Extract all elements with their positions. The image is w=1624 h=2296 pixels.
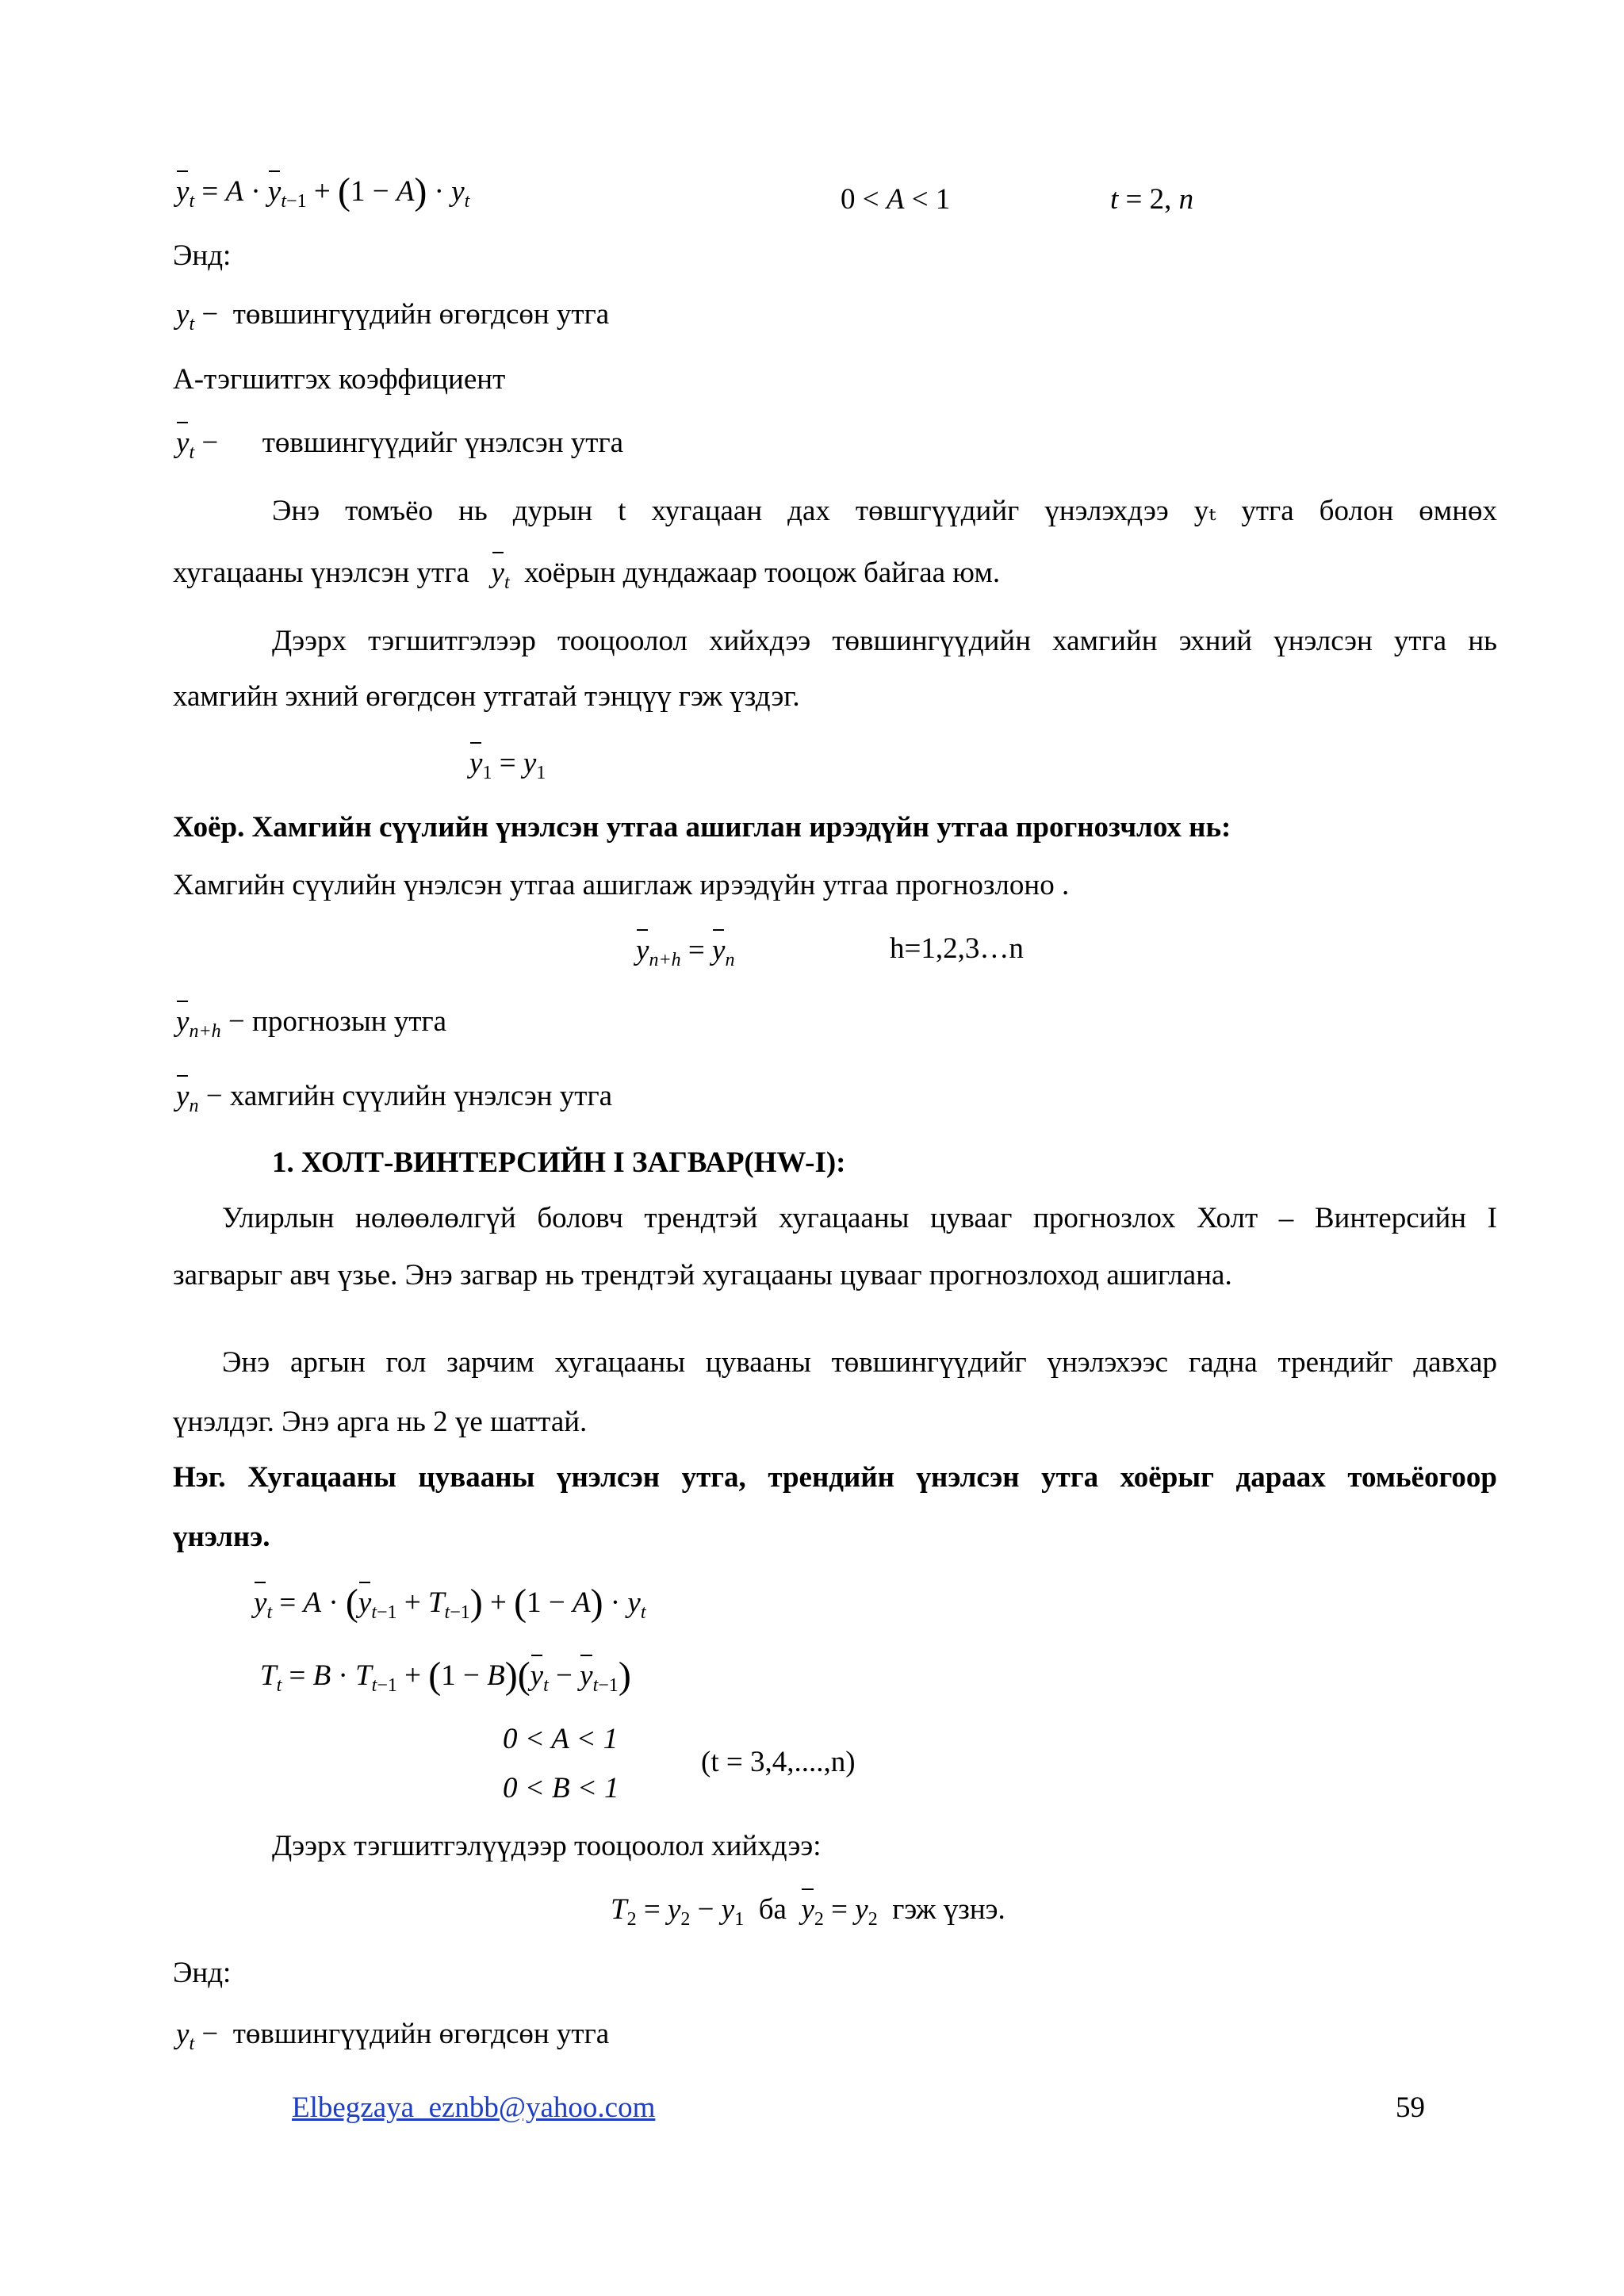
heading-one-line-2: үнэлнэ. (173, 1521, 270, 1553)
paragraph-2-line-1: Дээрх тэгшитгэлээр тооцоолол хийхдээ төвшингүүдийн хамгийн эхний үнэлсэн утга нь (272, 625, 1497, 657)
definition-yt-text: төвшингүүдийн өгөгдсөн утга (232, 298, 610, 331)
condition-A: 0 < A < 1 (503, 1723, 619, 1755)
definition-forecast: $y_{n+h}$ − прогнозын утга (176, 1005, 447, 1042)
where-label: Энд: (173, 239, 232, 272)
paragraph-6: Дээрх тэгшитгэлүүдээр тооцоолол хийхдээ: (272, 1830, 822, 1862)
paragraph-5-line-1: Энэ аргын гол зарчим хугацааны цувааны төвшингүүдийг үнэлэхээс гадна трендийг давхар (222, 1346, 1497, 1379)
definition-yt-2: $y_t$ − төвшингүүдийн өгөгдсөн утга (176, 2018, 610, 2054)
definition-ybar: $y_t$ − төвшингүүдийг үнэлсэн утга (176, 427, 624, 463)
footer-email-link[interactable]: Elbegzaya_eznbb@yahoo.com (292, 2091, 656, 2124)
equation-initial-value: $y_1 = y_1$ (469, 747, 546, 783)
definition-ybar-text: төвшингүүдийг үнэлсэн утга (262, 427, 624, 459)
t-range: (t = 3,4,....,n) (701, 1746, 856, 1778)
equation-forecast: $y_{n+h} = y_n$ (636, 934, 735, 970)
paragraph-5-line-2: үнэлдэг. Энэ арга нь 2 үе шаттай. (173, 1406, 588, 1438)
paragraph-2-line-2: хамгийн эхний өгөгдсөн утгатай тэнцүү гэж үздэг. (173, 680, 800, 713)
heading-one-line-1: Нэг. Хугацааны цувааны үнэлсэн утга, трендийн үнэлсэн утга хоёрыг дараах томьёогоор (173, 1461, 1497, 1494)
definition-yt: $y_t$ − төвшингүүдийн өгөгдсөн утга (176, 298, 610, 335)
page-number: 59 (1396, 2091, 1425, 2124)
equation-range-t: t = 2, n (1110, 183, 1194, 216)
paragraph-4-line-2: загварыг авч үзье. Энэ загвар нь трендтэй хугацааны цувааг прогнозлоход ашиглана. (173, 1259, 1232, 1292)
paragraph-4-line-1: Улирлын нөлөөлөлгүй боловч трендтэй хугацааны цувааг прогнозлох Холт – Винтерсийн I (222, 1202, 1497, 1234)
where-label-2: Энд: (173, 1957, 232, 1989)
section-heading: 1. ХОЛТ-ВИНТЕРСИЙН I ЗАГВАР(HW-I): (272, 1146, 846, 1179)
definition-A: А-тэгшитгэх коэффициент (173, 363, 506, 396)
heading-two: Хоёр. Хамгийн сүүлийн үнэлсэн утгаа ашиглан ирээдүйн утгаа прогнозчлох нь: (173, 811, 1231, 844)
paragraph-1-line-2: хугацааны үнэлсэн утга $y_t$ хоёрын дундажаар тооцож байгаа юм. (173, 557, 1001, 593)
paragraph-3: Хамгийн сүүлийн үнэлсэн утгаа ашиглаж ирээдүйн утгаа прогнозлоно . (173, 869, 1070, 901)
h-range: h=1,2,3…n (890, 932, 1024, 965)
condition-B: 0 < B < 1 (503, 1772, 619, 1804)
paragraph-1-line-1: Энэ томъёо нь дурын t хугацаан дах төвшгүүдийг үнэлэхдээ yₜ утга болон өмнөх (272, 495, 1497, 527)
equation-condition-A: 0 < A < 1 (841, 183, 951, 216)
equation-holt-trend: $T_t = B \cdot T_{t-1} + (1 - B)(y_t - y_{t-1})$ (260, 1655, 631, 1697)
equation-exponential-smoothing: $y_t = A \cdot y_{t-1} + (1 - A) \cdot y_t$ (176, 170, 470, 212)
equation-holt-level: $y_t = A \cdot (y_{t-1} + T_{t-1}) + (1 - A) \cdot y_t$ (254, 1582, 646, 1624)
definition-last: $y_n$ − хамгийн сүүлийн үнэлсэн утга (176, 1080, 613, 1116)
equation-initial-trend: $T_2 = y_2 - y_1$ ба $y_2 = y_2$ гэж үзнэ. (611, 1893, 1005, 1930)
